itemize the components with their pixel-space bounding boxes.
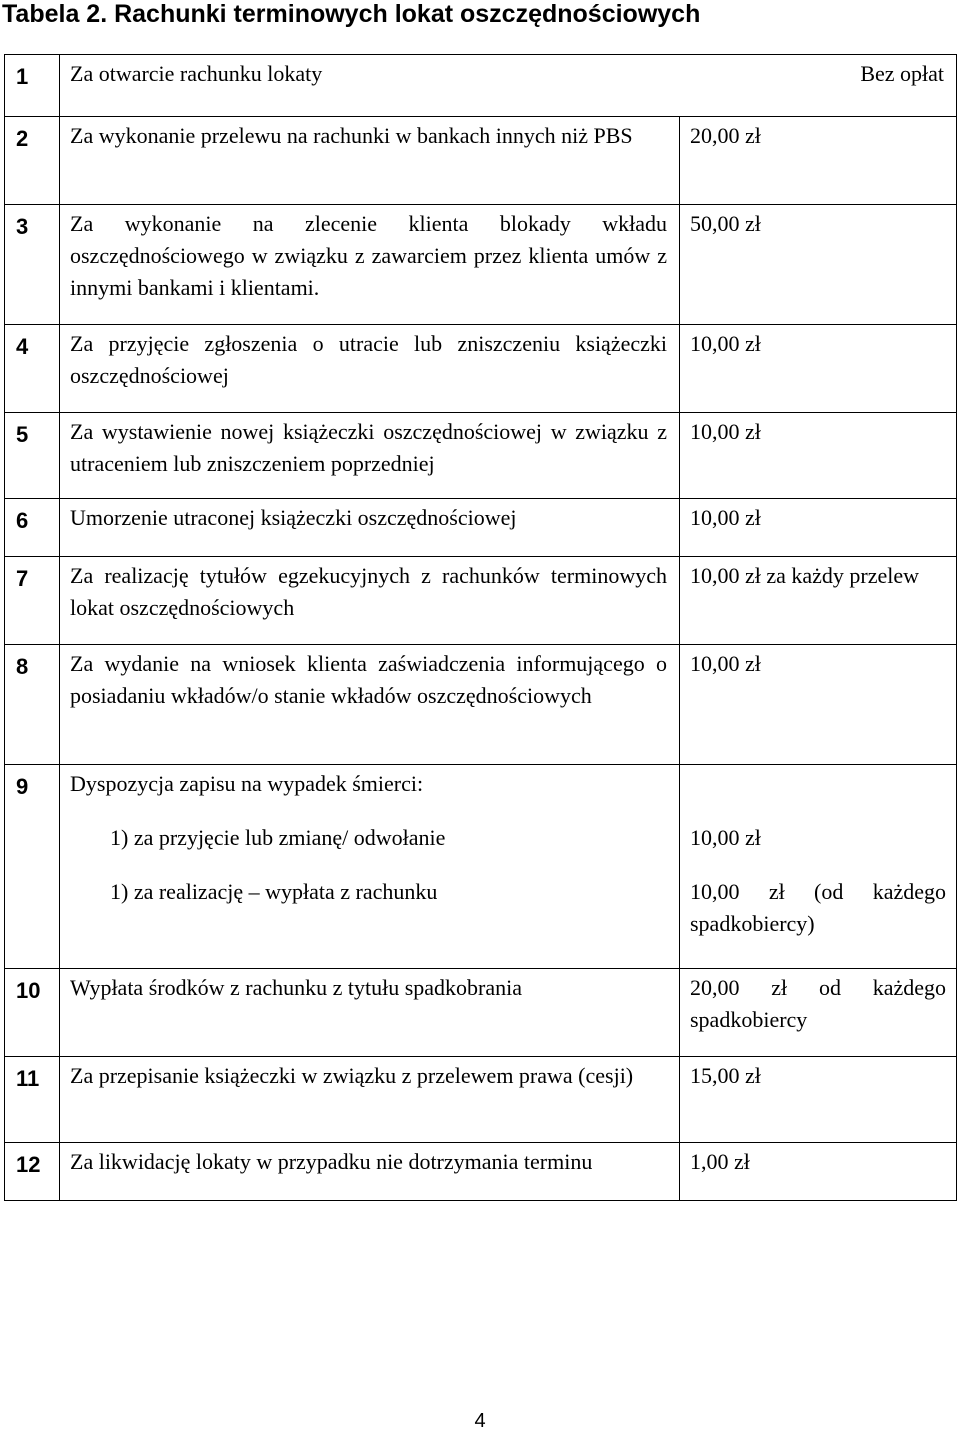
table-row-12 bbox=[5, 1143, 957, 1201]
row-fee: 50,00 zł bbox=[680, 205, 957, 325]
page-number: 4 bbox=[474, 1410, 486, 1432]
row-fee: 20,00 zł bbox=[680, 117, 957, 205]
table-row-1 bbox=[5, 55, 957, 117]
row-number: 9 bbox=[5, 765, 60, 969]
table-row-3 bbox=[5, 205, 957, 325]
table-row-10 bbox=[5, 969, 957, 1057]
row-description: Za likwidację lokaty w przypadku nie dotrzymania terminu bbox=[60, 1143, 680, 1201]
sub-item-fee: 10,00 zł bbox=[690, 825, 761, 850]
table-row-7 bbox=[5, 557, 957, 645]
row-number: 4 bbox=[5, 325, 60, 413]
row-fee: 10,00 zł bbox=[680, 645, 957, 765]
table-row-9 bbox=[5, 765, 957, 969]
row-number: 1 bbox=[5, 55, 60, 117]
row-number: 8 bbox=[5, 645, 60, 765]
row-fee: 10,00 zł bbox=[680, 325, 957, 413]
table-row-4 bbox=[5, 325, 957, 413]
row-description: Wypłata środków z rachunku z tytułu spadkobrania bbox=[60, 969, 680, 1057]
row-fee: 20,00 zł od każdego spadkobiercy bbox=[680, 969, 957, 1057]
row-number: 3 bbox=[5, 205, 60, 325]
row-description: Za przyjęcie zgłoszenia o utracie lub zniszczeniu książeczki oszczędnościowej bbox=[60, 325, 680, 413]
sub-item: 1) za realizację – wypłata z rachunku bbox=[110, 879, 438, 904]
row-description bbox=[60, 765, 680, 969]
row-number: 11 bbox=[5, 1057, 60, 1143]
document-title: Tabela 2. Rachunki terminowych lokat oszczędnościowych bbox=[2, 0, 701, 28]
row-number: 5 bbox=[5, 413, 60, 499]
row-description-text: Za otwarcie rachunku lokaty bbox=[70, 61, 323, 86]
row-description: Za wydanie na wniosek klienta zaświadczenia informującego o posiadaniu wkładów/o stanie wkładów oszczędnościowych bbox=[60, 645, 680, 765]
row-fee: 10,00 zł za każdy przelew bbox=[680, 557, 957, 645]
sub-item: 1) za przyjęcie lub zmianę/ odwołanie bbox=[110, 825, 446, 850]
table-row-5 bbox=[5, 413, 957, 499]
row-number: 2 bbox=[5, 117, 60, 205]
row-description: Za wykonanie przelewu na rachunki w bankach innych niż PBS bbox=[60, 117, 680, 205]
table-row-8 bbox=[5, 645, 957, 765]
row-fee: 10,00 zł bbox=[680, 413, 957, 499]
row-fee bbox=[680, 765, 957, 969]
row-number: 12 bbox=[5, 1143, 60, 1201]
row-description: Za wykonanie na zlecenie klienta blokady wkładu oszczędnościowego w związku z zawarciem przez klienta umów z innymi bankami i klientami. bbox=[60, 205, 680, 325]
row-number: 7 bbox=[5, 557, 60, 645]
row-fee: 15,00 zł bbox=[680, 1057, 957, 1143]
row-description bbox=[60, 55, 957, 117]
row-description-text: Dyspozycja zapisu na wypadek śmierci: bbox=[70, 771, 424, 796]
row-description: Za przepisanie książeczki w związku z przelewem prawa (cesji) bbox=[60, 1057, 680, 1143]
row-number: 6 bbox=[5, 499, 60, 557]
row-description: Umorzenie utraconej książeczki oszczędnościowej bbox=[60, 499, 680, 557]
table-row-2 bbox=[5, 117, 957, 205]
row-fee: Bez opłat bbox=[860, 61, 945, 86]
row-fee: 10,00 zł bbox=[680, 499, 957, 557]
row-description: Za realizację tytułów egzekucyjnych z rachunków terminowych lokat oszczędnościowych bbox=[60, 557, 680, 645]
row-description: Za wystawienie nowej książeczki oszczędnościowej w związku z utraceniem lub zniszczeniem poprzedniej bbox=[60, 413, 680, 499]
table-row-6 bbox=[5, 499, 957, 557]
table-row-11 bbox=[5, 1057, 957, 1143]
sub-item-fee: 10,00 zł (od każdego spadkobiercy) bbox=[690, 879, 947, 936]
row-fee: 1,00 zł bbox=[680, 1143, 957, 1201]
fee-table bbox=[4, 54, 957, 1201]
row-number: 10 bbox=[5, 969, 60, 1057]
